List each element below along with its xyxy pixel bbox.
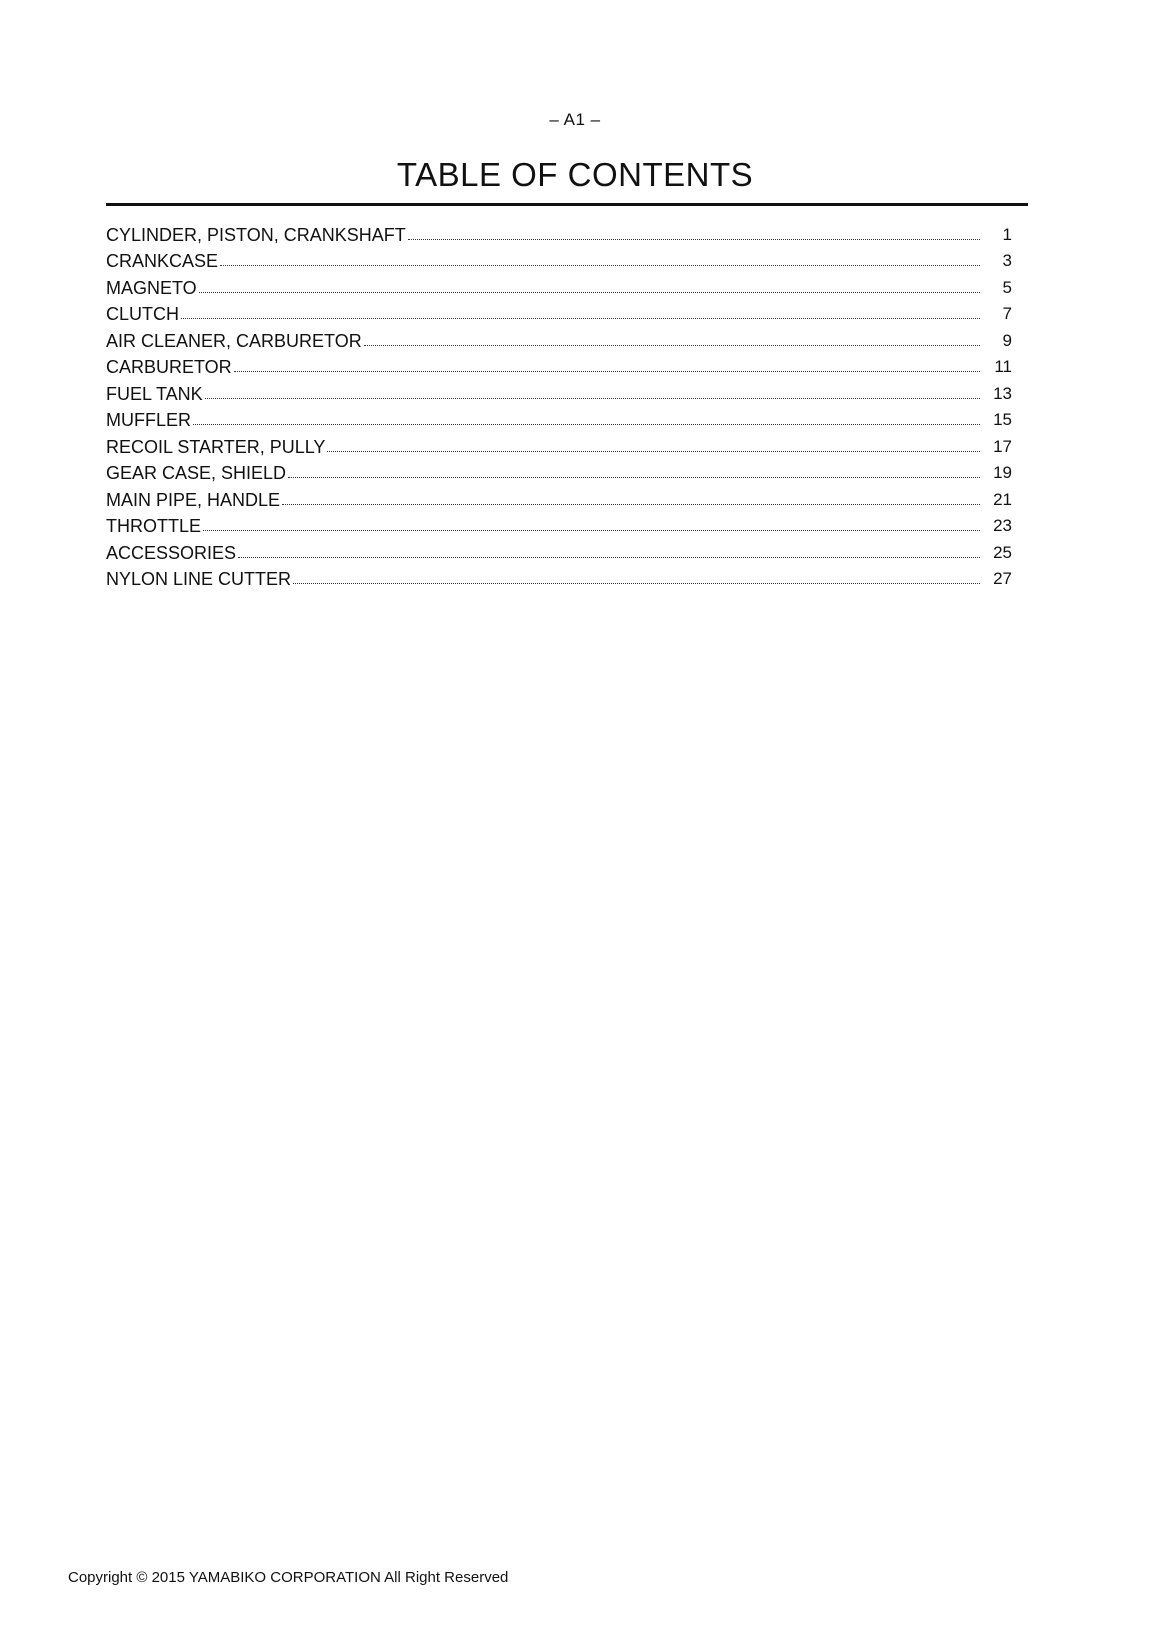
toc-entry-label: NYLON LINE CUTTER bbox=[106, 569, 292, 589]
toc-entry-page: 13 bbox=[993, 383, 1012, 403]
page-number: – A1 – bbox=[549, 110, 601, 129]
toc-dot-leader bbox=[364, 345, 980, 346]
toc-dot-leader bbox=[203, 530, 980, 531]
toc-entry-page: 23 bbox=[993, 516, 1012, 535]
toc-dot-leader bbox=[220, 265, 980, 266]
toc-entry-page: 5 bbox=[1002, 277, 1012, 297]
toc-entry-page: 25 bbox=[993, 542, 1012, 562]
toc-entry[interactable] bbox=[106, 325, 1012, 352]
toc-entry-label: CLUTCH bbox=[106, 304, 180, 324]
toc-dot-leader bbox=[288, 477, 980, 478]
toc-entry-page: 15 bbox=[993, 410, 1012, 429]
toc-dot-leader bbox=[205, 398, 980, 399]
toc-entry[interactable] bbox=[106, 537, 1012, 564]
toc-entry-label: MUFFLER bbox=[106, 410, 191, 430]
toc-entry-page: 3 bbox=[1002, 251, 1012, 270]
toc-entry[interactable] bbox=[106, 378, 1012, 405]
toc-entry-label: CRANKCASE bbox=[106, 251, 219, 271]
toc-entry-label: CARBURETOR bbox=[106, 357, 232, 377]
toc-entry-page: 17 bbox=[993, 436, 1012, 456]
toc-dot-leader bbox=[193, 424, 980, 425]
toc-entry[interactable] bbox=[106, 511, 1012, 538]
toc-entry-page: 11 bbox=[994, 357, 1012, 376]
toc-dot-leader bbox=[199, 292, 980, 293]
toc-entry-page: 21 bbox=[993, 489, 1012, 509]
toc-entry-label: MAIN PIPE, HANDLE bbox=[106, 489, 281, 510]
toc-entry-label: CYLINDER, PISTON, CRANKSHAFT bbox=[106, 224, 406, 245]
toc-dot-leader bbox=[181, 318, 980, 319]
toc-entry-page: 19 bbox=[993, 463, 1012, 482]
toc-entry[interactable] bbox=[106, 352, 1012, 379]
toc-dot-leader bbox=[282, 504, 980, 505]
toc-entry[interactable] bbox=[106, 272, 1012, 299]
document-title: TABLE OF CONTENTS bbox=[396, 156, 754, 193]
toc-entry-page: 1 bbox=[1002, 224, 1012, 244]
toc-entry[interactable] bbox=[106, 458, 1012, 485]
toc-dot-leader bbox=[238, 557, 980, 558]
toc-entry-page: 7 bbox=[1002, 304, 1012, 323]
toc-entry-label: MAGNETO bbox=[106, 277, 197, 298]
toc-entry-page: 27 bbox=[993, 569, 1012, 588]
toc-entry-label: GEAR CASE, SHIELD bbox=[106, 463, 287, 483]
toc-entry[interactable] bbox=[106, 431, 1012, 458]
table-of-contents bbox=[106, 219, 1012, 590]
copyright-notice: Copyright © 2015 YAMABIKO CORPORATION All Right Reserved bbox=[68, 1569, 509, 1586]
toc-entry[interactable] bbox=[106, 564, 1012, 591]
toc-entry-label: AIR CLEANER, CARBURETOR bbox=[106, 330, 362, 351]
toc-entry-label: RECOIL STARTER, PULLY bbox=[106, 436, 326, 457]
toc-entry[interactable] bbox=[106, 484, 1012, 511]
toc-dot-leader bbox=[293, 583, 980, 584]
toc-entry[interactable] bbox=[106, 299, 1012, 326]
toc-entry-label: ACCESSORIES bbox=[106, 542, 237, 563]
toc-entry[interactable] bbox=[106, 405, 1012, 432]
title-underline-divider bbox=[106, 203, 1028, 206]
toc-dot-leader bbox=[327, 451, 980, 452]
toc-entry-label: FUEL TANK bbox=[106, 383, 203, 404]
toc-dot-leader bbox=[408, 239, 980, 240]
toc-dot-leader bbox=[234, 371, 980, 372]
toc-entry-page: 9 bbox=[1002, 330, 1012, 350]
toc-entry[interactable] bbox=[106, 219, 1012, 246]
toc-entry-label: THROTTLE bbox=[106, 516, 202, 536]
toc-entry[interactable] bbox=[106, 246, 1012, 273]
